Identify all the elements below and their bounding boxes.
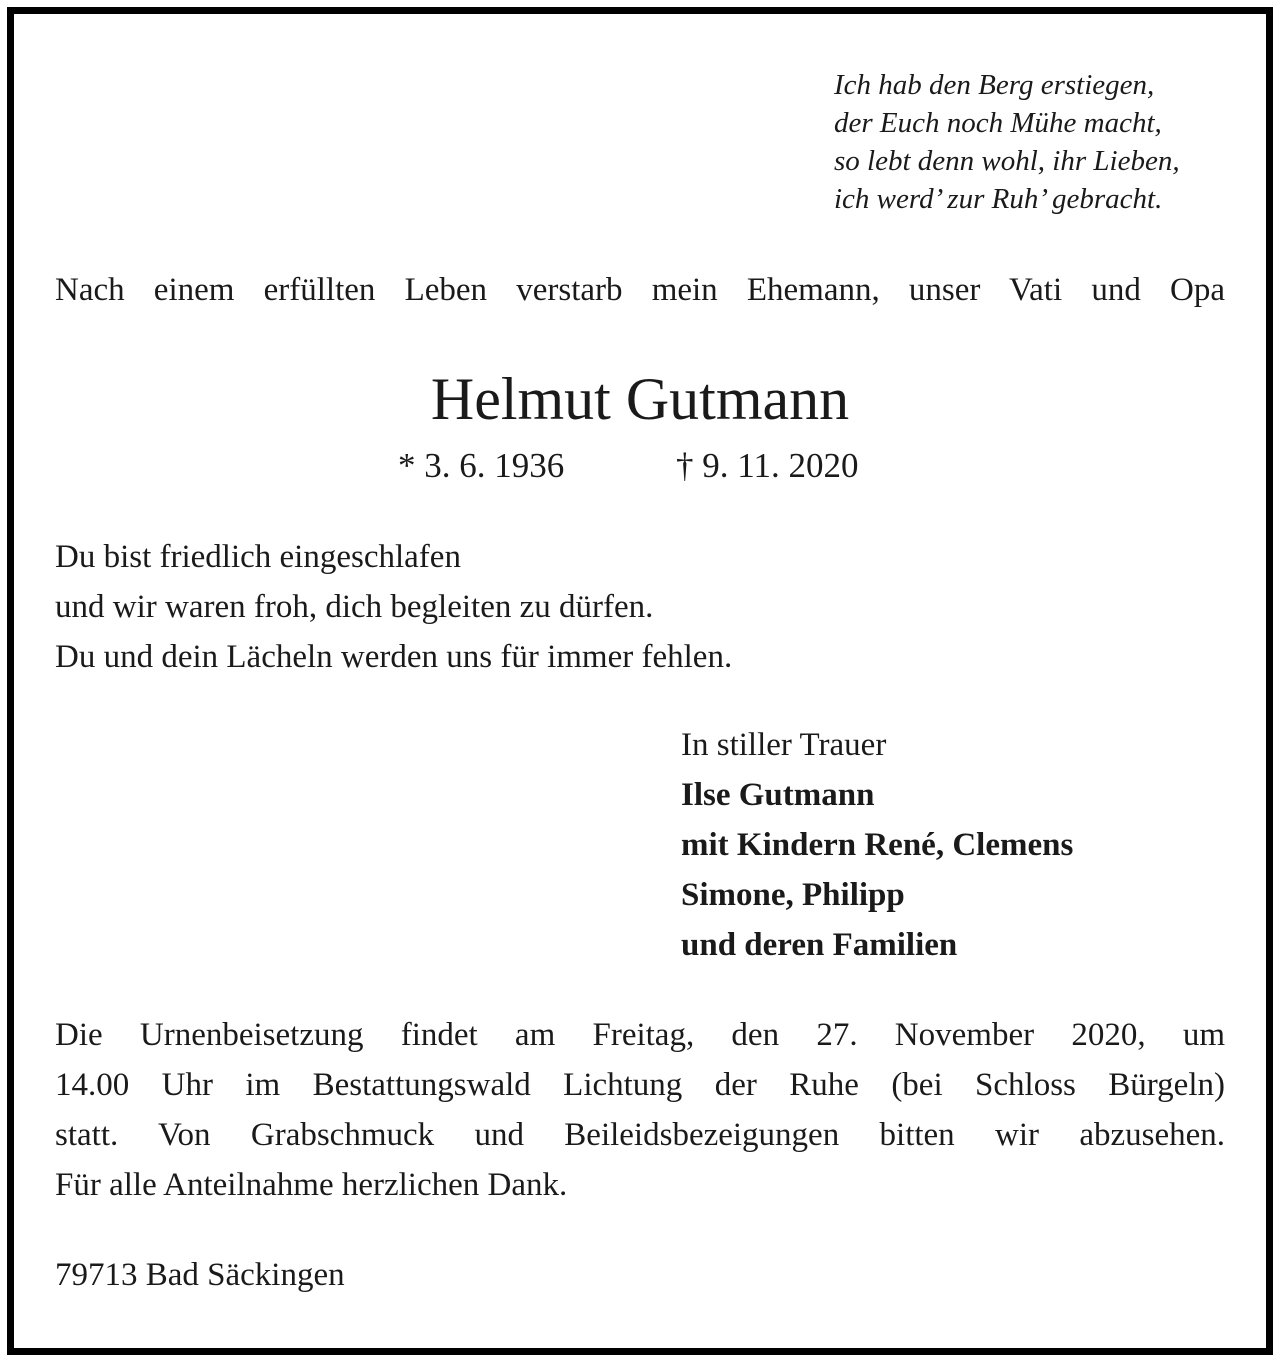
verse-line: Du und dein Lächeln werden uns für immer fehlen. [55,639,733,675]
location-text: 79713 Bad Säckingen [55,1257,345,1293]
notice-line: Für alle Anteilnahme herzlichen Dank. [55,1167,568,1203]
motto-line: ich werd’ zur Ruh’ gebracht. [834,183,1163,215]
mourner-line: Ilse Gutmann [681,777,875,813]
motto-line: so lebt denn wohl, ihr Lieben, [834,145,1180,177]
intro-text: Nach einem erfüllten Leben verstarb mein Ehemann, unser Vati und Opa [55,272,1225,308]
notice-line: statt. Von Grabschmuck und Beileidsbezeigungen bitten wir abzusehen. [55,1117,1225,1153]
notice-line: 14.00 Uhr im Bestattungswald Lichtung der Ruhe (bei Schloss Bürgeln) [55,1067,1225,1103]
birth-date: * 3. 6. 1936 [398,446,565,485]
motto-line: Ich hab den Berg erstiegen, [834,69,1155,101]
verse-line: Du bist friedlich eingeschlafen [55,539,461,575]
death-date: † 9. 11. 2020 [676,446,859,485]
motto-line: der Euch noch Mühe macht, [834,107,1162,139]
mourner-line: und deren Familien [681,927,958,963]
notice-line: Die Urnenbeisetzung findet am Freitag, den 27. November 2020, um [55,1017,1225,1053]
mourner-line: mit Kindern René, Clemens [681,827,1074,863]
deceased-name: Helmut Gutmann [430,366,850,432]
verse-line: und wir waren froh, dich begleiten zu dürfen. [55,589,654,625]
mourner-line: Simone, Philipp [681,877,905,913]
mourners-heading: In stiller Trauer [681,727,887,763]
